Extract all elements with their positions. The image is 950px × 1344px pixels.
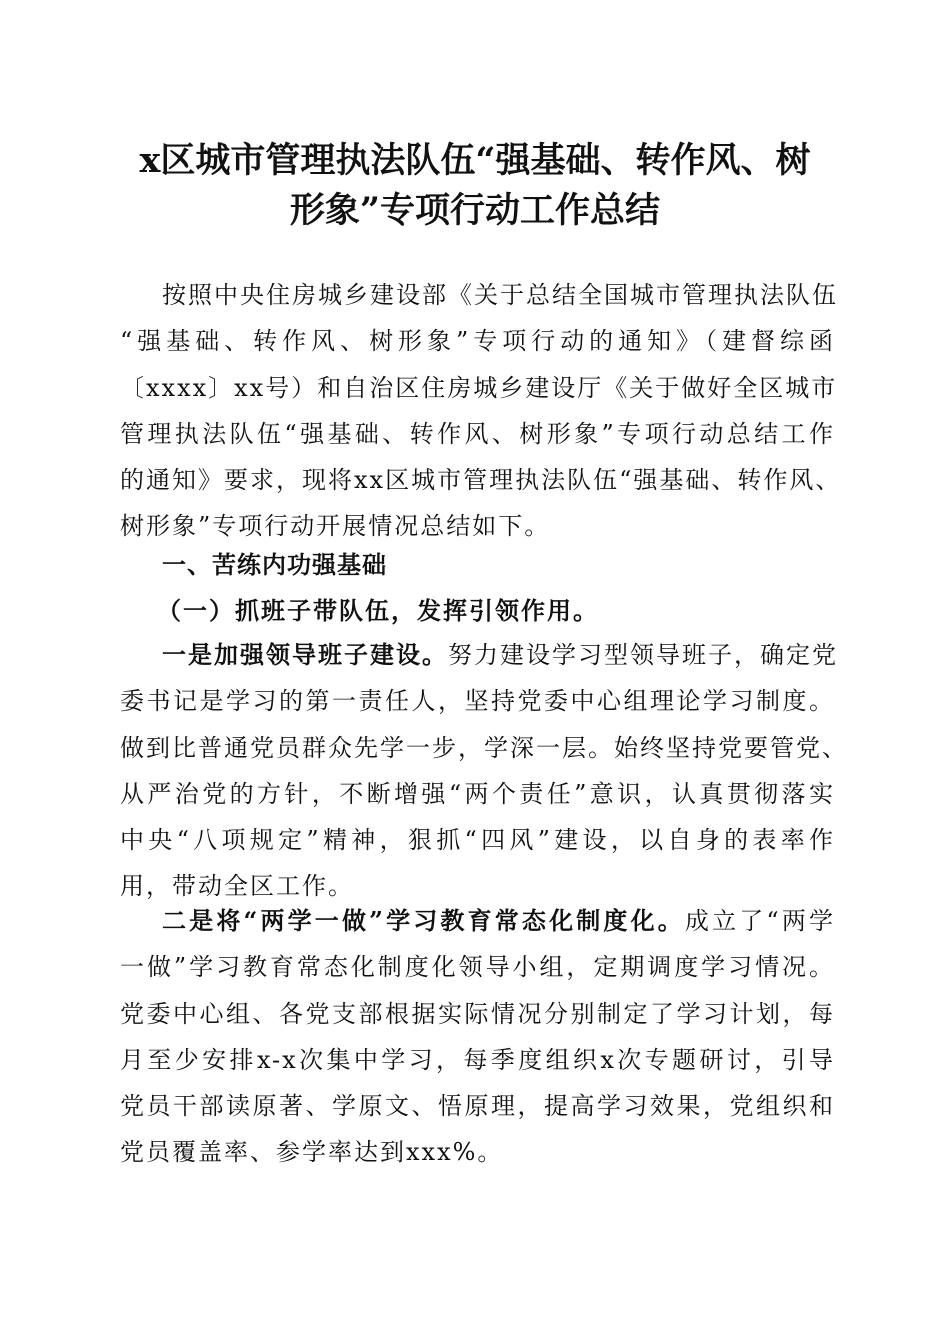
paragraph-text: 成立了“两学	[684, 907, 835, 935]
paragraph-line: 一做”学习教育常态化制度化领导小组，定期调度学习情况。	[120, 953, 835, 982]
section-heading: 一、苦练内功强基础	[162, 551, 387, 579]
paragraph-lead: 二是将“两学一做”学习教育常态化制度化。	[162, 906, 685, 935]
paragraph-lead: 一是加强领导班子建设。	[162, 640, 448, 669]
paragraph-line: 党委中心组、各党支部根据实际情况分别制定了学习计划，每	[120, 999, 835, 1028]
paragraph-text: 努力建设学习型领导班子，确定党	[448, 641, 838, 669]
paragraph-line: 做到比普通党员群众先学一步，学深一层。始终坚持党要管党、	[120, 733, 848, 762]
title-line-1: x区城市管理执法队伍“强基础、转作风、树	[139, 140, 811, 181]
document-title	[100, 136, 850, 236]
intro-line: 管理执法队伍“强基础、转作风、树形象”专项行动总结工作	[120, 419, 835, 448]
title-line-2: 形象”专项行动工作总结	[289, 190, 661, 231]
subsection-heading: （一）抓班子带队伍，发挥引领作用。	[157, 596, 599, 625]
intro-line: 按照中央住房城乡建设部《关于总结全国城市管理执法队伍	[162, 281, 838, 309]
paragraph-line: 从严治党的方针，不断增强“两个责任”意识，认真贯彻落实	[120, 779, 835, 808]
intro-line: 树形象”专项行动开展情况总结如下。	[120, 512, 551, 541]
intro-line: 的通知》要求，现将xx区城市管理执法队伍“强基础、转作风、	[120, 466, 842, 495]
paragraph-two-study	[120, 898, 835, 1176]
intro-line: “强基础、转作风、树形象”专项行动的通知》（建督综函	[120, 327, 835, 356]
paragraph-first-line	[120, 898, 835, 944]
intro-line: 〔xxxx〕xx号）和自治区住房城乡建设厅《关于做好全区城市	[120, 373, 838, 402]
paragraph-leadership	[120, 632, 848, 910]
paragraph-line: 中央“八项规定”精神，狠抓“四风”建设，以自身的表率作	[120, 826, 835, 855]
paragraph-line: 党员干部读原著、学原文、悟原理，提高学习效果，党组织和	[120, 1092, 835, 1121]
paragraph-first-line	[120, 632, 838, 678]
paragraph-line: 月至少安排x-x次集中学习，每季度组织x次专题研讨，引导	[120, 1045, 835, 1074]
paragraph-line: 委书记是学习的第一责任人，坚持党委中心组理论学习制度。	[120, 687, 835, 716]
intro-paragraph	[120, 272, 842, 550]
paragraph-line: 党员覆盖率、参学率达到xxx%。	[120, 1138, 504, 1167]
paragraph-line: 用，带动全区工作。	[120, 872, 354, 901]
